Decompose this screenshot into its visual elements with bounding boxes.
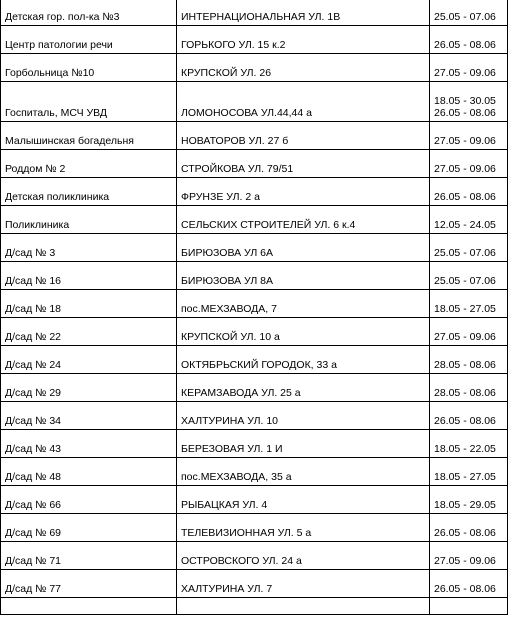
institution-cell: Д/сад № 48 — [1, 458, 177, 486]
dates-cell: 26.05 - 08.06 — [430, 402, 508, 430]
dates-line: 26.05 - 08.06 — [434, 107, 496, 119]
dates-cell: 25.05 - 07.06 — [430, 234, 508, 262]
address-cell: СТРОЙКОВА УЛ. 79/51 — [177, 150, 430, 178]
address-cell: ОСТРОВСКОГО УЛ. 24 а — [177, 542, 430, 570]
address-cell: БИРЮЗОВА УЛ 8А — [177, 262, 430, 290]
table-row — [1, 82, 508, 122]
dates-cell: 18.05 - 22.05 — [430, 430, 508, 458]
institution-cell: Д/сад № 18 — [1, 290, 177, 318]
dates-cell: 26.05 - 08.06 — [430, 514, 508, 542]
table-row — [1, 458, 508, 486]
institution-cell: Малышинская богадельня — [1, 122, 177, 150]
address-cell: ИНТЕРНАЦИОНАЛЬНАЯ УЛ. 1В — [177, 0, 430, 26]
table-row — [1, 290, 508, 318]
address-cell: ГОРЬКОГО УЛ. 15 к.2 — [177, 26, 430, 54]
table-row — [1, 570, 508, 598]
dates-line: 18.05 - 30.05 — [434, 95, 496, 107]
dates-cell: 27.05 - 09.06 — [430, 122, 508, 150]
institution-cell: Д/сад № 43 — [1, 430, 177, 458]
table-row — [1, 0, 508, 26]
address-cell: пос.МЕХЗАВОДА, 7 — [177, 290, 430, 318]
address-cell: БЕРЕЗОВАЯ УЛ. 1 И — [177, 430, 430, 458]
table-row — [1, 542, 508, 570]
dates-cell: 26.05 - 08.06 — [430, 178, 508, 206]
institution-cell: Д/сад № 16 — [1, 262, 177, 290]
institution-cell: Госпиталь, МСЧ УВД — [1, 82, 177, 122]
table-row — [1, 234, 508, 262]
dates-cell: 27.05 - 09.06 — [430, 542, 508, 570]
table-row — [1, 262, 508, 290]
address-cell: ОКТЯБРЬСКИЙ ГОРОДОК, 33 а — [177, 346, 430, 374]
table-row — [1, 54, 508, 82]
address-cell: КРУПСКОЙ УЛ. 10 а — [177, 318, 430, 346]
dates-cell: 12.05 - 24.05 — [430, 206, 508, 234]
table-row — [1, 318, 508, 346]
table-row — [1, 514, 508, 542]
institution-cell: Д/сад № 22 — [1, 318, 177, 346]
table-row — [1, 486, 508, 514]
table-row — [1, 206, 508, 234]
dates-cell — [430, 82, 508, 122]
table-row — [1, 122, 508, 150]
address-cell: ФРУНЗЕ УЛ. 2 а — [177, 178, 430, 206]
dates-cell — [430, 598, 508, 615]
dates-cell: 27.05 - 09.06 — [430, 318, 508, 346]
dates-cell: 27.05 - 09.06 — [430, 150, 508, 178]
address-cell: КЕРАМЗАВОДА УЛ. 25 а — [177, 374, 430, 402]
institution-cell: Д/сад № 29 — [1, 374, 177, 402]
address-cell — [177, 598, 430, 615]
address-cell: КРУПСКОЙ УЛ. 26 — [177, 54, 430, 82]
address-cell: ХАЛТУРИНА УЛ. 10 — [177, 402, 430, 430]
institution-cell: Роддом № 2 — [1, 150, 177, 178]
dates-cell: 25.05 - 07.06 — [430, 262, 508, 290]
table-row — [1, 178, 508, 206]
address-cell: ХАЛТУРИНА УЛ. 7 — [177, 570, 430, 598]
institution-cell: Д/сад № 66 — [1, 486, 177, 514]
table-row-cutoff — [1, 598, 508, 615]
institution-cell: Детская поликлиника — [1, 178, 177, 206]
dates-cell: 28.05 - 08.06 — [430, 374, 508, 402]
address-cell: НОВАТОРОВ УЛ. 27 б — [177, 122, 430, 150]
table-row — [1, 374, 508, 402]
institution-cell: Д/сад № 69 — [1, 514, 177, 542]
dates-cell: 27.05 - 09.06 — [430, 54, 508, 82]
address-cell: РЫБАЦКАЯ УЛ. 4 — [177, 486, 430, 514]
dates-cell: 18.05 - 29.05 — [430, 486, 508, 514]
table-row — [1, 402, 508, 430]
institution-cell: Д/сад № 71 — [1, 542, 177, 570]
institution-cell: Центр патологии речи — [1, 26, 177, 54]
table-row — [1, 26, 508, 54]
table-row — [1, 430, 508, 458]
address-cell: ЛОМОНОСОВА УЛ.44,44 а — [177, 82, 430, 122]
institution-cell: Поликлиника — [1, 206, 177, 234]
institution-cell: Горбольница №10 — [1, 54, 177, 82]
institution-cell: Д/сад № 34 — [1, 402, 177, 430]
dates-cell: 25.05 - 07.06 — [430, 0, 508, 26]
dates-cell: 18.05 - 27.05 — [430, 290, 508, 318]
institution-cell: Детская гор. пол-ка №3 — [1, 0, 177, 26]
table-row — [1, 150, 508, 178]
institution-cell — [1, 598, 177, 615]
institution-cell: Д/сад № 3 — [1, 234, 177, 262]
address-cell: пос.МЕХЗАВОДА, 35 а — [177, 458, 430, 486]
institution-cell: Д/сад № 24 — [1, 346, 177, 374]
institution-cell: Д/сад № 77 — [1, 570, 177, 598]
dates-cell: 26.05 - 08.06 — [430, 570, 508, 598]
dates-cell: 18.05 - 27.05 — [430, 458, 508, 486]
address-cell: ТЕЛЕВИЗИОННАЯ УЛ. 5 а — [177, 514, 430, 542]
address-cell: БИРЮЗОВА УЛ 6А — [177, 234, 430, 262]
address-cell: СЕЛЬСКИХ СТРОИТЕЛЕЙ УЛ. 6 к.4 — [177, 206, 430, 234]
dates-cell: 28.05 - 08.06 — [430, 346, 508, 374]
dates-cell: 26.05 - 08.06 — [430, 26, 508, 54]
table-row — [1, 346, 508, 374]
